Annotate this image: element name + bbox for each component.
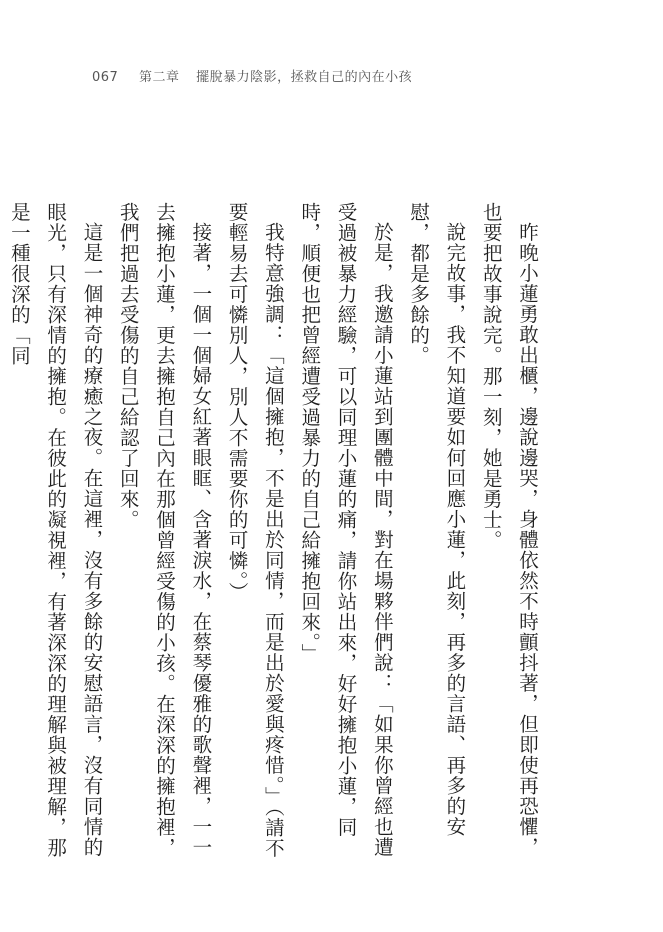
chapter-title: 擺脫暴力陰影，拯救自己的內在小孩	[196, 70, 413, 85]
vertical-body-text	[1, 202, 545, 874]
paragraph-5: 接著，一個一個婦女紅著眼眶、含著淚水，在蔡琴優雅的歌聲裡，一一去擁抱小蓮，更去擁抱自己內在那個曾經受傷的小孩。在深深的擁抱裡，我們把過去受傷的自己給認了回來。	[116, 202, 213, 858]
running-header	[92, 66, 412, 85]
paragraph-2: 說完故事，我不知道要如何回應小蓮，此刻，再多的言語、再多的安慰，都是多餘的。	[407, 202, 467, 837]
paragraph-4: 我特意強調：「這個擁抱，不是出於同情，而是出於愛與疼惜。」（請不要輕易去可憐別人，別人不需要你的可憐。）	[225, 202, 285, 858]
paragraph-6: 這是一個神奇的療癒之夜。在這裡，沒有多餘的安慰語言，沒有同情的眼光，只有深情的擁抱。在彼此的凝視裡，有著深深的理解與被理解，那是一種很深的「同	[7, 202, 104, 858]
paragraph-1: 昨晚小蓮勇敢出櫃，邊說邊哭，身體依然不時顫抖著，但即使再恐懼，也要把故事說完。那一刻，她是勇士。	[479, 202, 539, 857]
paragraph-3: 於是，我邀請小蓮站到團體中間，對在場夥伴們說：「如果你曾經也遭受過被暴力經驗，可以同理小蓮的痛，請你站出來，好好擁抱小蓮，同時，順便也把曾經遭受過暴力的自己給擁抱回來。」	[298, 202, 394, 857]
chapter-label: 第二章	[138, 70, 180, 85]
page-number: 067	[92, 70, 119, 85]
